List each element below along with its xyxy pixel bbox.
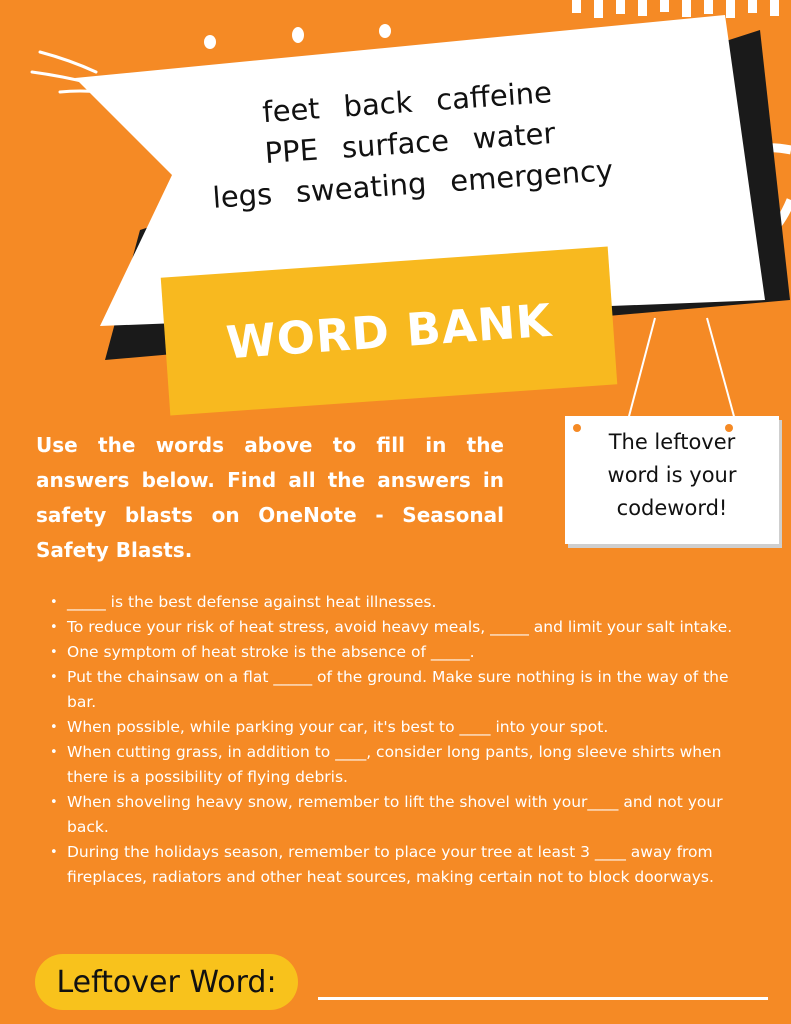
word-bank-word: legs [211, 176, 274, 215]
word-bank-word: surface [340, 123, 450, 165]
sign-text [565, 426, 779, 525]
question-item: • One symptom of heat stroke is the absence of _____. [48, 640, 760, 665]
word-bank-word: caffeine [435, 75, 553, 118]
word-bank-title: WORD BANK [224, 293, 554, 369]
question-item: • During the holidays season, remember to place your tree at least 3 ____ away from fireplaces, radiators and other heat sources, making certain not to block doorways. [48, 840, 760, 890]
top-stripes-decoration [572, 0, 779, 18]
instructions-text: Use the words above to fill in the answers below. Find all the answers in safety blasts on OneNote - Seasonal Safety Blasts. [36, 433, 504, 562]
question-item: • When possible, while parking your car, it's best to ____ into your spot. [48, 715, 760, 740]
sign-strings [628, 318, 735, 420]
question-item: • When shoveling heavy snow, remember to lift the shovel with your____ and not your back. [48, 790, 760, 840]
question-item: • _____ is the best defense against heat illnesses. [48, 590, 760, 615]
sign-line: codeword! [616, 496, 728, 520]
sign-line: The leftover [608, 430, 736, 454]
leftover-answer-line[interactable] [318, 997, 768, 1000]
word-bank-word: PPE [263, 132, 320, 171]
drops-decoration [204, 24, 391, 49]
word-bank-word: emergency [449, 152, 615, 199]
question-item: • To reduce your risk of heat stress, avoid heavy meals, _____ and limit your salt intake. [48, 615, 760, 640]
word-bank-word: sweating [294, 166, 428, 210]
sign-line: word is your [607, 463, 737, 487]
question-list [48, 590, 760, 890]
word-bank-word: back [342, 84, 414, 124]
leftover-word-label: Leftover Word: [56, 964, 277, 1000]
question-item: • When cutting grass, in addition to ____, consider long pants, long sleeve shirts when there is a possibility of flying debris. [48, 740, 760, 790]
codeword-sign [565, 416, 779, 544]
word-bank-word: water [471, 115, 557, 156]
question-item: • Put the chainsaw on a flat _____ of the ground. Make sure nothing is in the way of the bar. [48, 665, 760, 715]
leftover-word-label-box [35, 954, 298, 1010]
word-bank-word: feet [261, 91, 321, 130]
